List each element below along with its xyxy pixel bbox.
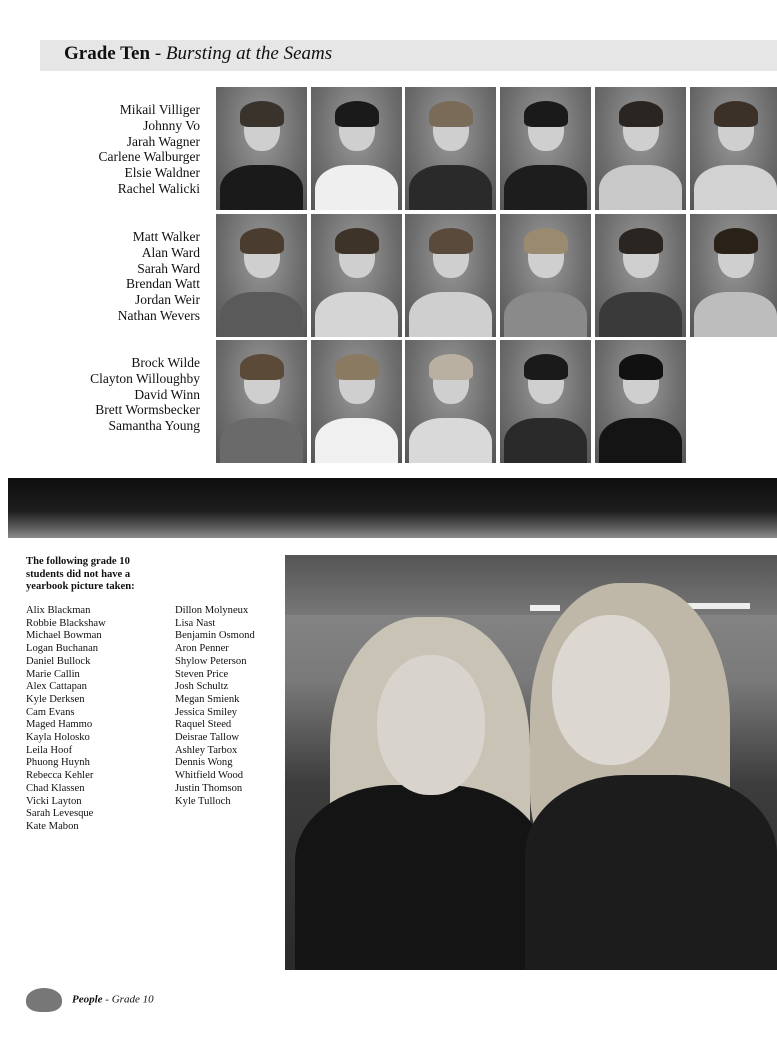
student-name: Leila Hoof xyxy=(26,744,73,756)
student-name: Kyle Tulloch xyxy=(175,795,231,807)
student-name: Steven Price xyxy=(175,668,229,680)
student-name: Matt Walker xyxy=(132,229,200,244)
student-name: Cam Evans xyxy=(26,706,75,718)
name-list-row-1 xyxy=(98,102,200,197)
student-name: Jarah Wagner xyxy=(126,133,200,149)
student-portrait xyxy=(690,87,777,210)
name-list-row-2 xyxy=(118,229,200,324)
person-right-top xyxy=(525,775,777,970)
student-name: Raquel Steed xyxy=(175,719,232,731)
candid-photo xyxy=(285,555,777,970)
student-name: Deisrae Tallow xyxy=(175,732,240,744)
person-left-top xyxy=(295,785,545,970)
missing-names-column-1 xyxy=(26,605,106,834)
decorative-band xyxy=(8,478,777,538)
student-portrait xyxy=(311,214,402,337)
footer-section: People xyxy=(72,993,103,1006)
student-name: Logan Buchanan xyxy=(26,643,99,655)
student-name: Justin Thomson xyxy=(175,782,243,794)
student-name: Sarah Levesque xyxy=(26,808,94,820)
person-right-face xyxy=(552,615,670,765)
page-footer xyxy=(26,988,154,1012)
student-portrait xyxy=(595,340,686,463)
student-name: Johnny Vo xyxy=(143,117,200,133)
student-name: Michael Bowman xyxy=(26,630,102,642)
student-portrait xyxy=(405,340,496,463)
student-name: Brendan Watt xyxy=(125,276,200,292)
student-name: Brock Wilde xyxy=(131,355,200,370)
student-portrait xyxy=(690,214,777,337)
footer-separator: - xyxy=(102,993,112,1006)
student-name: Elsie Waldner xyxy=(124,165,200,181)
student-name: Phuong Huynh xyxy=(26,757,90,769)
student-name: Kate Mabon xyxy=(26,820,79,832)
student-name: Sarah Ward xyxy=(137,260,200,276)
person-left-face xyxy=(377,655,485,795)
student-name: Daniel Bullock xyxy=(26,655,91,667)
student-name: Lisa Nast xyxy=(175,617,216,629)
student-name: Nathan Wevers xyxy=(117,307,200,323)
page-title xyxy=(64,43,332,65)
student-portrait xyxy=(216,214,307,337)
student-name: Mikail Villiger xyxy=(119,102,200,117)
missing-photos-note: The following grade 10 students did not have a yearbook picture taken: xyxy=(26,556,135,593)
student-name: Megan Smienk xyxy=(175,693,240,705)
student-name: Jordan Weir xyxy=(134,292,200,308)
student-portrait xyxy=(216,340,307,463)
student-name: Brett Wormsbecker xyxy=(95,402,200,418)
missing-names-column-2 xyxy=(175,605,255,808)
student-name: Rachel Walicki xyxy=(117,180,200,196)
student-name: Alix Blackman xyxy=(26,605,91,616)
student-name: Samantha Young xyxy=(108,418,200,434)
student-portrait xyxy=(500,214,591,337)
name-list-row-3 xyxy=(90,355,200,434)
student-name: Vicki Layton xyxy=(26,795,82,807)
student-portrait xyxy=(595,87,686,210)
student-portrait xyxy=(311,87,402,210)
student-name: Rebecca Kehler xyxy=(26,770,94,782)
student-name: Kayla Holosko xyxy=(26,732,90,744)
student-name: Jessica Smiley xyxy=(175,706,238,718)
student-name: Maged Hammo xyxy=(26,719,93,731)
student-name: Benjamin Osmond xyxy=(175,630,255,642)
student-name: Whitfield Wood xyxy=(175,770,244,782)
page-title-bar xyxy=(40,40,777,71)
student-portrait xyxy=(595,214,686,337)
student-name: Ashley Tarbox xyxy=(175,744,238,756)
student-name: Shylow Peterson xyxy=(175,655,247,667)
student-name: Aron Penner xyxy=(175,643,229,655)
student-portrait xyxy=(500,340,591,463)
student-name: Kyle Derksen xyxy=(26,693,85,705)
student-portrait xyxy=(216,87,307,210)
student-name: David Winn xyxy=(134,386,200,402)
student-portrait xyxy=(405,214,496,337)
student-name: Dennis Wong xyxy=(175,757,233,769)
student-name: Alan Ward xyxy=(141,244,200,260)
mascot-logo-icon xyxy=(26,988,62,1012)
student-portrait xyxy=(405,87,496,210)
student-name: Dillon Molyneux xyxy=(175,605,249,616)
ceiling-light xyxy=(530,605,560,611)
student-name: Chad Klassen xyxy=(26,782,85,794)
section-subtitle: Bursting at the Seams xyxy=(165,43,333,64)
footer-page-label: Grade 10 xyxy=(111,993,154,1006)
student-name: Robbie Blackshaw xyxy=(26,617,106,629)
title-separator: - xyxy=(150,43,166,64)
student-name: Alex Cattapan xyxy=(26,681,87,693)
student-name: Clayton Willoughby xyxy=(90,370,200,386)
section-title: Grade Ten xyxy=(64,43,151,64)
student-name: Marie Callin xyxy=(26,668,80,680)
student-name: Josh Schultz xyxy=(175,681,229,693)
student-name: Carlene Walburger xyxy=(98,149,200,165)
student-portrait xyxy=(311,340,402,463)
student-portrait xyxy=(500,87,591,210)
